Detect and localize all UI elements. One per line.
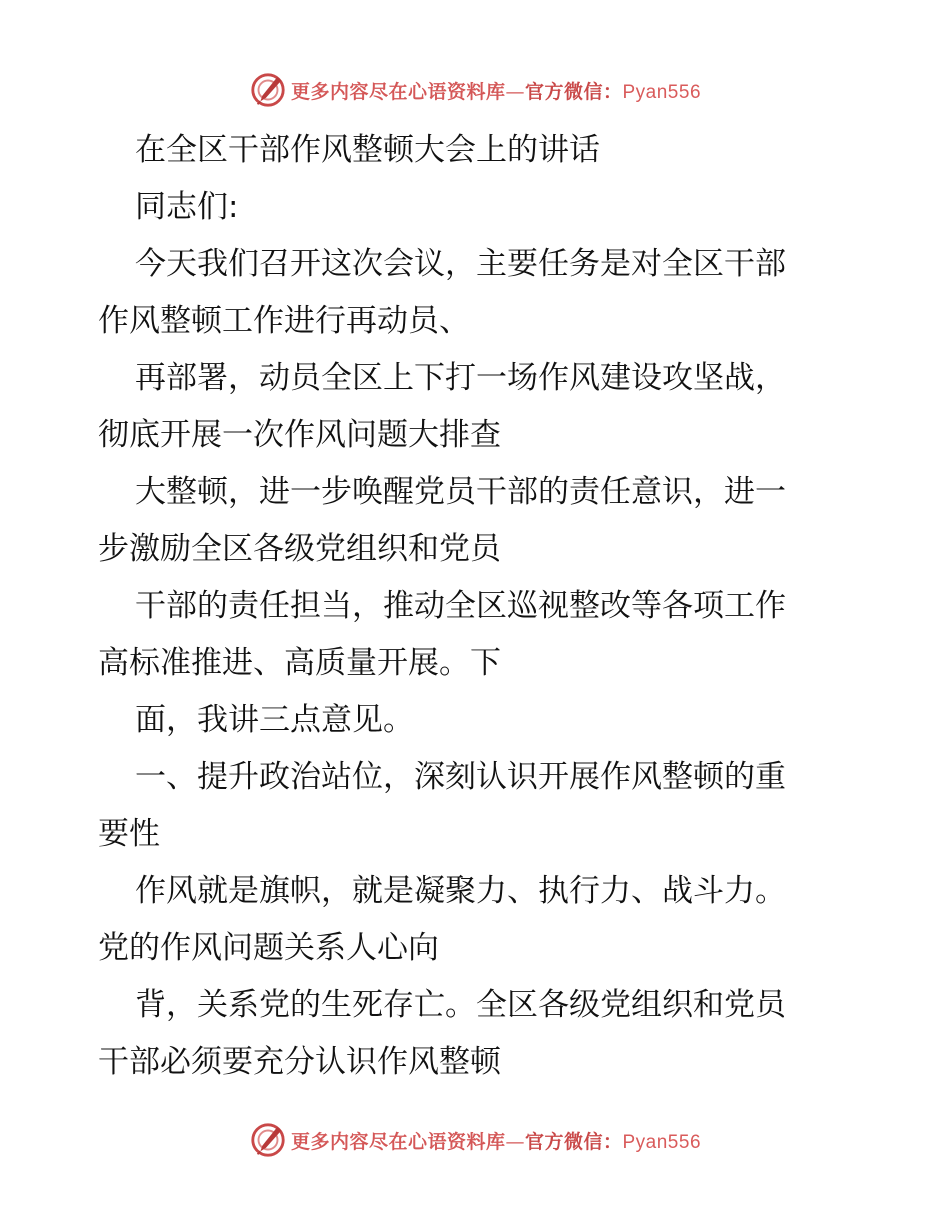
paragraph-line: 彻底开展一次作风问题大排查 xyxy=(98,417,501,453)
paragraph-line: 干部必须要充分认识作风整顿 xyxy=(98,1044,501,1080)
banner-wechat-label: 官方微信： xyxy=(524,80,623,103)
banner-wechat-id: Pyan556 xyxy=(622,81,702,103)
section-heading: 一、提升政治站位，深刻认识开展作风整顿的重 xyxy=(135,759,786,795)
paragraph-line: 作风就是旗帜，就是凝聚力、执行力、战斗力。 xyxy=(135,873,786,909)
banner-title: 更多内容尽在心语资料库 xyxy=(290,1130,506,1153)
banner-separator: — xyxy=(505,80,525,103)
paragraph-line: 干部的责任担当，推动全区巡视整改等各项工作 xyxy=(135,588,786,624)
paragraph-line: 步激励全区各级党组织和党员 xyxy=(98,531,501,567)
banner-text xyxy=(291,77,701,104)
doc-title: 在全区干部作风整顿大会上的讲话 xyxy=(135,132,600,168)
document-body xyxy=(98,122,858,1091)
quill-logo-icon xyxy=(249,71,287,109)
quill-logo-icon xyxy=(249,1121,287,1159)
banner-separator: — xyxy=(505,1130,525,1153)
salutation: 同志们: xyxy=(135,189,239,225)
paragraph-line: 再部署，动员全区上下打一场作风建设攻坚战， xyxy=(135,360,786,396)
footer-banner xyxy=(0,1120,950,1160)
paragraph-line: 面，我讲三点意见。 xyxy=(135,702,414,738)
paragraph-line: 大整顿，进一步唤醒党员干部的责任意识，进一 xyxy=(135,474,786,510)
paragraph-line: 今天我们召开这次会议，主要任务是对全区干部 xyxy=(135,246,786,282)
paragraph-line: 党的作风问题关系人心向 xyxy=(98,930,439,966)
paragraph-line: 背，关系党的生死存亡。全区各级党组织和党员 xyxy=(135,987,786,1023)
banner-text xyxy=(291,1127,701,1154)
paragraph-line: 高标准推进、高质量开展。下 xyxy=(98,645,501,681)
paragraph-line: 作风整顿工作进行再动员、 xyxy=(98,303,470,339)
banner-wechat-id: Pyan556 xyxy=(622,1131,702,1153)
section-heading-cont: 要性 xyxy=(98,816,160,852)
header-banner xyxy=(0,70,950,110)
banner-title: 更多内容尽在心语资料库 xyxy=(290,80,506,103)
banner-wechat-label: 官方微信： xyxy=(524,1130,623,1153)
